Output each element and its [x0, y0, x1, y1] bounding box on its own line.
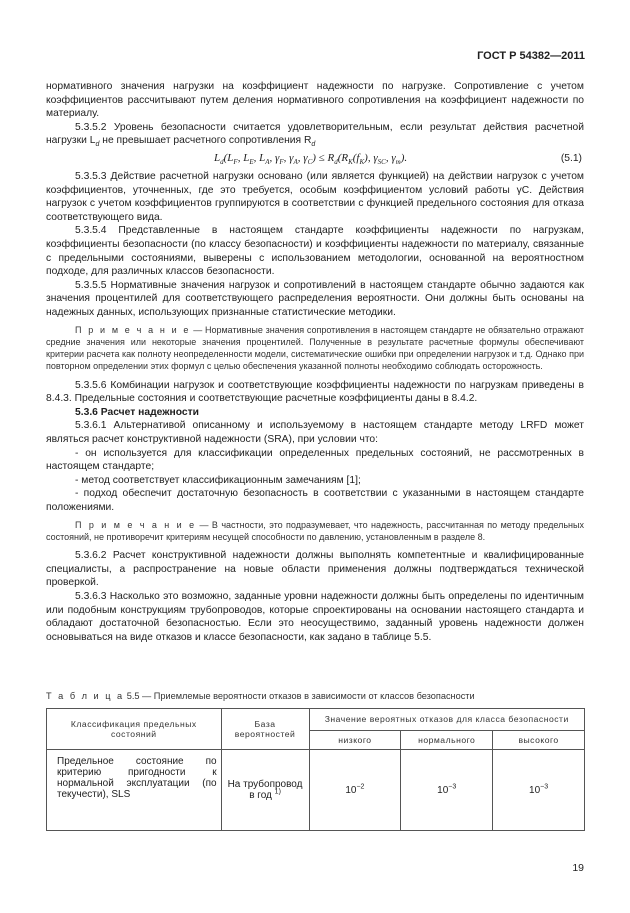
formula-number: (5.1) — [560, 152, 582, 164]
cell-value-low — [309, 750, 401, 831]
paragraph-5-3-5-5: 5.3.5.5 Нормативные значения нагрузок и сопротивлений в настоящем стандарте обычно задаются как значения процентилей для соответствующего распределения вероятности. Они должны быть основаны на надежных данных, использующих признанные статистические методики. — [46, 279, 584, 318]
column-header-high: высокого — [493, 730, 585, 749]
text-span: 5.3.5.2 Уровень безопасности считается удовлетворительным, если результат действия расчетной нагрузки L — [46, 121, 584, 147]
failure-probability-table — [46, 708, 585, 831]
note-text: — Нормативные значения сопротивления в настоящем стандарте не обязательно отражают средние значения или некоторые значения процентилей. Полученные в результате расчетные формулы обеспечивают критерии расчета как полноту неопределенности модели, систематические ошибки при определении нагрузок и т.д. Однако при повторном определении этих формул с целью обеспечения указанной полноты необходимо соблюдать осторожность. — [46, 324, 584, 372]
note-label: П р и м е ч а н и е — [75, 324, 191, 335]
value-exponent: −3 — [448, 783, 457, 791]
table-caption — [46, 691, 475, 701]
value-exponent: −3 — [540, 783, 549, 791]
subscript: d — [311, 141, 316, 149]
cell-base-text: На трубопровод в год — [227, 779, 303, 801]
document-body — [46, 80, 584, 644]
paragraph-5-3-5-6: 5.3.5.6 Комбинации нагрузок и соответствующие коэффициенты надежности по нагрузкам приведены в 8.4.3. Предельные состояния и соответствующие расчетные коэффициенты даны в 8.4.2. — [46, 379, 584, 405]
paragraph: нормативного значения нагрузки на коэффициент надежности по нагрузке. Сопротивление с учетом коэффициентов рассчитывают путем деления нормативного сопротивления на коэффициент надежности по материалу. — [46, 81, 584, 120]
table-caption-label: Т а б л и ц а — [46, 691, 125, 701]
value-exponent: −2 — [356, 783, 365, 791]
cell-value-high — [493, 750, 585, 831]
subscript: d — [95, 141, 100, 149]
table-header-row — [47, 709, 585, 731]
cell-base — [221, 750, 309, 831]
value-base: 10 — [345, 784, 357, 796]
value-base: 10 — [529, 784, 541, 796]
column-header-group: Значение вероятных отказов для класса безопасности — [309, 709, 585, 731]
column-header-base: База вероятностей — [221, 709, 309, 750]
cell-limit-state: Предельное состояние по критерию пригодности к нормальной эксплуатации (по текучести), SLS — [47, 750, 222, 831]
cell-value-normal — [401, 750, 493, 831]
footnote-mark: 1) — [274, 788, 281, 796]
note-2 — [46, 519, 584, 544]
paragraph-5-3-5-4: 5.3.5.4 Представленные в настоящем стандарте коэффициенты надежности по нагрузкам, коэффициенты безопасности (по классу безопасности) и коэффициенты надежности по материалу, связанные с предельными состояниями, выверены с использованием методологии, основанной на вероятностном подходе, для различных классов безопасности. — [46, 225, 584, 278]
column-header-normal: нормального — [401, 730, 493, 749]
column-header-classification: Классификация предельных состояний — [47, 709, 222, 750]
text-span: не превышает расчетного сопротивления R — [99, 135, 312, 147]
list-item: - подход обеспечит достаточную безопасность в соответствии с указанными в настоящем стандарте положениями. — [46, 488, 584, 514]
table-row — [47, 750, 585, 831]
list-item: - он используется для классификации определенных предельных состояний, не рассмотренных в настоящем стандарте; — [46, 447, 584, 473]
page-number: 19 — [572, 862, 584, 874]
paragraph-5-3-6-2: 5.3.6.2 Расчет конструктивной надежности должны выполнять компетентные и квалифицированные специалисты, а распространение на новые области применения должны подтверждаться технической проверкой. — [46, 550, 584, 589]
section-heading-5-3-6: 5.3.6 Расчет надежности — [75, 406, 199, 418]
list-item: - метод соответствует классификационным замечаниям [1]; — [75, 474, 361, 486]
value-base: 10 — [437, 784, 449, 796]
paragraph-5-3-5-2 — [46, 121, 584, 148]
formula-expression: $L_d(L_F$, $L_E$, $L_A$, $\gamma_F$, $\gamma_A$, $\gamma_C) \le R_d(R_K(f_K)$, $\gamma_{SC}$, $\gamma_m$). — [214, 151, 408, 167]
paragraph-5-3-6-1: 5.3.6.1 Альтернативой описанному и используемому в настоящем стандарте методу LRFD может являться расчет конструктивной надежности (SRA), при условии что: — [46, 420, 584, 446]
column-header-low: низкого — [309, 730, 401, 749]
note-label: П р и м е ч а н и е — [75, 519, 197, 530]
paragraph-5-3-5-3: 5.3.5.3 Действие расчетной нагрузки основано (или является функцией) на действии нагрузок с учетом коэффициентов, уточненных, где это требуется, особым коэффициентом условий работы γC. Действия нагрузок с учетом коэффициентов группируются в соответствии с функцией предельного состояния для отказа соответствующего вида. — [46, 170, 584, 223]
note-1 — [46, 324, 584, 373]
note-text: — В частности, это подразумевает, что надежность, рассчитанная по методу предельных состояний, не противоречит критериям несущей способности по давлению, установленным в разделе 8. — [46, 519, 584, 542]
standard-header: ГОСТ Р 54382—2011 — [477, 50, 585, 62]
paragraph-5-3-6-3: 5.3.6.3 Насколько это возможно, заданные уровни надежности должны быть определены по идентичным или подобным конструкциям трубопроводов, которые спроектированы на основании настоящего стандарта и обладают достаточной безопасностью. Если это неосуществимо, заданный уровень надежности должен основываться на виде отказов и классе безопасности, как задано в таблице 5.5. — [46, 591, 584, 643]
table-caption-text: 5.5 — Приемлемые вероятности отказов в зависимости от классов безопасности — [124, 691, 475, 701]
formula-5-1 — [46, 150, 584, 168]
